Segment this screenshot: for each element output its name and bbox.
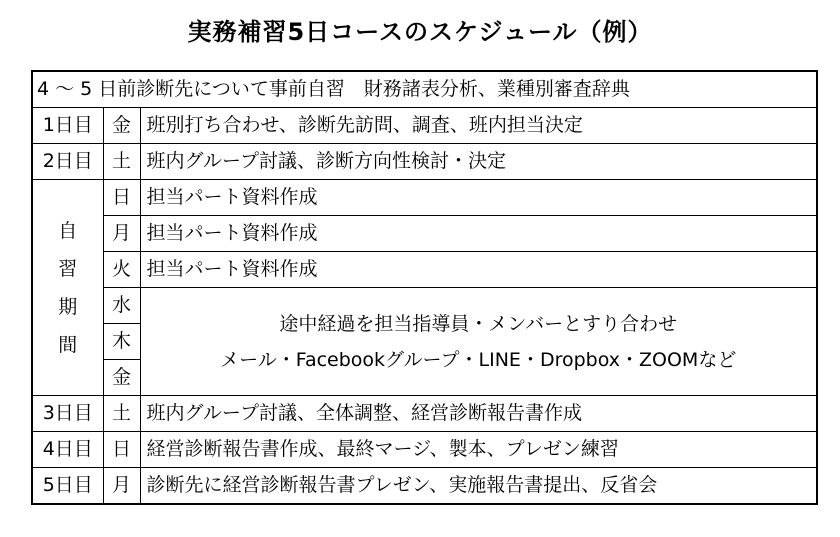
- schedule-table: [31, 70, 818, 505]
- self-study-char: 自: [58, 219, 78, 242]
- weekday-cell: 土: [103, 144, 140, 180]
- table-row: [32, 468, 817, 505]
- activity-cell: 経営診断報告書作成、最終マージ、製本、プレゼン練習: [140, 432, 817, 468]
- weekday-cell: 木: [103, 324, 140, 360]
- day-cell: 2日目: [32, 144, 103, 180]
- activity-cell: 班内グループ討議、診断方向性検討・決定: [140, 144, 817, 180]
- activity-cell: 担当パート資料作成: [140, 252, 817, 288]
- note-line: 途中経過を担当指導員・メンバーとすり合わせ: [279, 312, 678, 335]
- activity-cell: 班内グループ討議、全体調整、経営診断報告書作成: [140, 396, 817, 432]
- table-row: [32, 288, 817, 324]
- activity-cell: 担当パート資料作成: [140, 216, 817, 252]
- activity-cell: 班別打ち合わせ、診断先訪問、調査、班内担当決定: [140, 108, 817, 144]
- weekday-cell: 火: [103, 252, 140, 288]
- table-row-pre: [32, 71, 817, 108]
- pre-label: 4 〜 5 日前: [37, 78, 137, 101]
- activity-cell: 担当パート資料作成: [140, 180, 817, 216]
- weekday-cell: 月: [103, 216, 140, 252]
- weekday-cell: 月: [103, 468, 140, 505]
- weekday-cell: 土: [103, 396, 140, 432]
- weekday-cell: 金: [103, 108, 140, 144]
- table-row: [32, 432, 817, 468]
- day-cell: 4日目: [32, 432, 103, 468]
- table-row: [32, 396, 817, 432]
- pre-activity: 診断先について事前自習 財務諸表分析、業種別審査辞典: [136, 78, 630, 101]
- self-study-char: 習: [58, 257, 78, 280]
- weekday-cell: 水: [103, 288, 140, 324]
- day-cell: 3日目: [32, 396, 103, 432]
- self-study-char: 期: [58, 295, 78, 318]
- activity-cell: 診断先に経営診断報告書プレゼン、実施報告書提出、反省会: [140, 468, 817, 505]
- self-study-note: [140, 288, 817, 396]
- table-row: [32, 144, 817, 180]
- weekday-cell: 日: [103, 180, 140, 216]
- note-line: メール・Facebookグループ・LINE・Dropbox・ZOOMなど: [220, 348, 737, 371]
- table-row: [32, 252, 817, 288]
- self-study-char: 間: [58, 333, 78, 356]
- day-cell: 1日目: [32, 108, 103, 144]
- self-study-label: [32, 180, 103, 396]
- weekday-cell: 日: [103, 432, 140, 468]
- weekday-cell: 金: [103, 360, 140, 396]
- page-title: 実務補習5日コースのスケジュール（例）: [187, 18, 653, 46]
- table-row: [32, 108, 817, 144]
- table-row-self-study: [32, 180, 817, 216]
- table-row: [32, 216, 817, 252]
- day-cell: 5日目: [32, 468, 103, 505]
